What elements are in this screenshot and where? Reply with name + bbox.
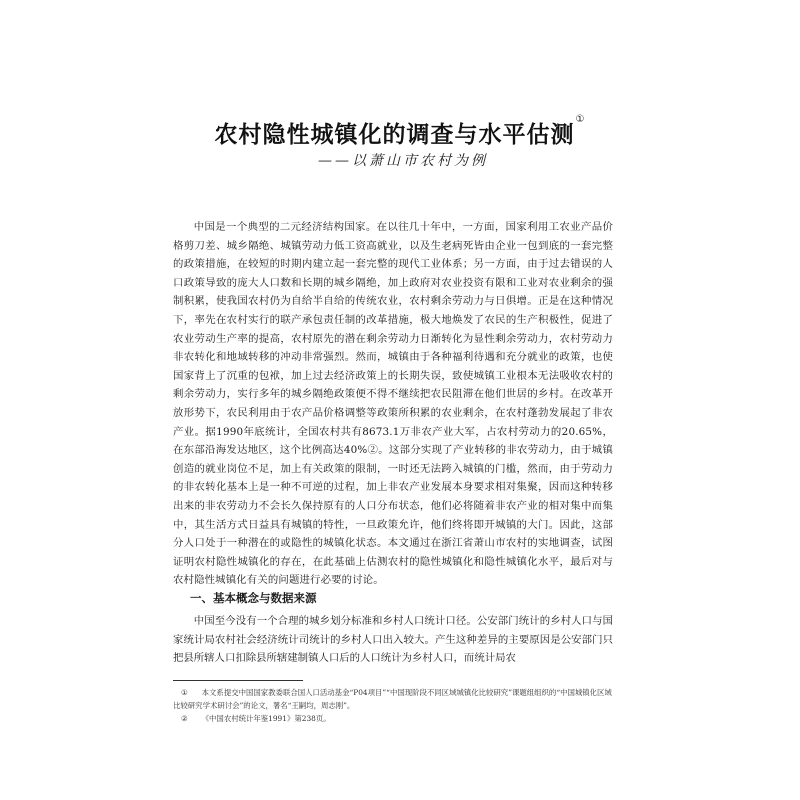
footnotes — [173, 686, 613, 725]
title-text: 农村隐性城镇化的调查与水平估测 — [214, 122, 575, 148]
footnote-1 — [173, 686, 613, 712]
intro-section — [173, 218, 613, 590]
footnote-1-text: 本文系提交中国国家教委联合国人口活动基金“P04项目”“中国现阶段不同区域城镇化比较研究”课题组组织的“中国城镇化区域比较研究学术研讨会”的论文，署名“王嗣均，周志刚”。 — [173, 688, 612, 710]
section-body — [173, 612, 613, 668]
article-title — [0, 116, 800, 149]
footnote-divider — [173, 680, 303, 681]
footnote-2-mark: ② — [181, 714, 188, 723]
article-subtitle: ——以萧山市农村为例 — [318, 153, 488, 169]
title-footnote-mark: ① — [575, 114, 586, 125]
section-heading: 一、基本概念与数据来源 — [190, 591, 317, 605]
section-paragraph: 中国至今没有一个合理的城乡划分标准和乡村人口统计口径。公安部门统计的乡村人口与国家统计局农村社会经济统计司统计的乡村人口出入较大。产生这种差异的主要原因是公安部门只把县所辖人口扣除县所辖建制镇人口后的人口统计为乡村人口，而统计局农 — [173, 615, 613, 665]
footnote-2-text: 《中国农村统计年鉴1991》第238页。 — [201, 714, 331, 723]
footnote-2 — [173, 712, 613, 725]
footnote-1-mark: ① — [181, 688, 188, 697]
intro-paragraph: 中国是一个典型的二元经济结构国家。在以往几十年中，一方面，国家利用工农业产品价格剪刀差、城乡隔绝、城镇劳动力低工资高就业，以及生老病死皆由企业一包到底的一套完整的政策措施，在较短的时期内建立起一套完整的现代工业体系；另一方面，由于过去错误的人口政策导致的庞大人口数和长期的城乡隔绝，加上政府对农业投资有限和工业对农业剩余的强制积累，使我国农村仍为自给半自给的传统农业，农村剩余劳动力与日俱增。正是在这种情况下，率先在农村实行的联产承包责任制的改革措施，极大地焕发了农民的生产积极性，促进了农业劳动生产率的提高，农村原先的潜在剩余劳动力日渐转化为显性剩余劳动力，农村劳动力非农转化和地域转移的冲动非常强烈。然而，城镇由于各种福利待遇和充分就业的政策，也使国家背上了沉重的包袱，加上过去经济政策上的长期失误，致使城镇工业根本无法吸收农村的剩余劳动力，实行多年的城乡隔绝政策便不得不继续把农民阻滞在他们世居的乡村。在改革开放形势下，农民利用由于农产品价格调整等政策所积累的农业剩余，在农村蓬勃发展起了非农产业。据1990年底统计，全国农村共有8673.1万非农产业大军，占农村劳动力的20.65%，在东部沿海发达地区，这个比例高达40%②。这部分实现了产业转移的非农劳动力，由于城镇创造的就业岗位不足，加上有关政策的限制，一时还无法跨入城镇的门槛，然而，由于劳动力的非农转化基本上是一种不可逆的过程，加上非农产业发展本身要求相对集聚，因而这种转移出来的非农劳动力不会长久保持原有的人口分布状态，他们必将随着非农产业的相对集中而集中，其生活方式日益具有城镇的特性，一旦政策允许，他们终将即开城镇的大门。因此，这部分人口处于一种潜在的或隐性的城镇化状态。本文通过在浙江省萧山市农村的实地调查，试图证明农村隐性城镇化的存在，在此基础上估测农村的隐性城镇化和隐性城镇化水平，最后对与农村隐性城镇化有关的问题进行必要的讨论。 — [173, 221, 613, 587]
